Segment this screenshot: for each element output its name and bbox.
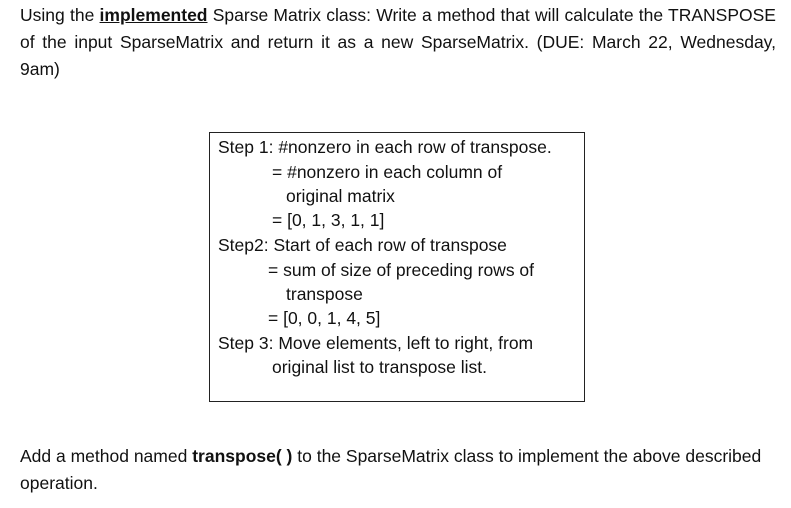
step3-heading: Step 3: Move elements, left to right, from — [218, 333, 534, 353]
step1-heading: Step 1: #nonzero in each row of transpose. — [218, 137, 552, 157]
outro-suffix: to the SparseMatrix class to implement the above described operation. — [20, 446, 762, 493]
step1-result: = [0, 1, 3, 1, 1] — [272, 210, 385, 230]
step3-line-2: original list to transpose list. — [272, 357, 487, 377]
outro-method-name: transpose( ) — [192, 446, 293, 466]
step1-line-3: original matrix — [286, 186, 395, 206]
intro-rest: Sparse Matrix class: Write a method that will calculate the TRANSPOSE of the input SparseMatrix and return it as a new SparseMatrix. (DUE: March 22, Wednesday, 9am) — [20, 5, 776, 79]
step2-line-2: = sum of size of preceding rows of — [268, 260, 535, 280]
step2-heading: Step2: Start of each row of transpose — [218, 235, 507, 255]
outro-prefix: Add a method named — [20, 446, 188, 466]
intro-paragraph — [20, 2, 776, 83]
step2-result: = [0, 0, 1, 4, 5] — [268, 308, 381, 328]
outro-paragraph — [20, 443, 776, 497]
intro-emphasis: implemented — [99, 5, 208, 25]
intro-prefix: Using the — [20, 5, 95, 25]
step2-line-3: transpose — [286, 284, 363, 304]
step1-line-2: = #nonzero in each column of — [272, 162, 503, 182]
